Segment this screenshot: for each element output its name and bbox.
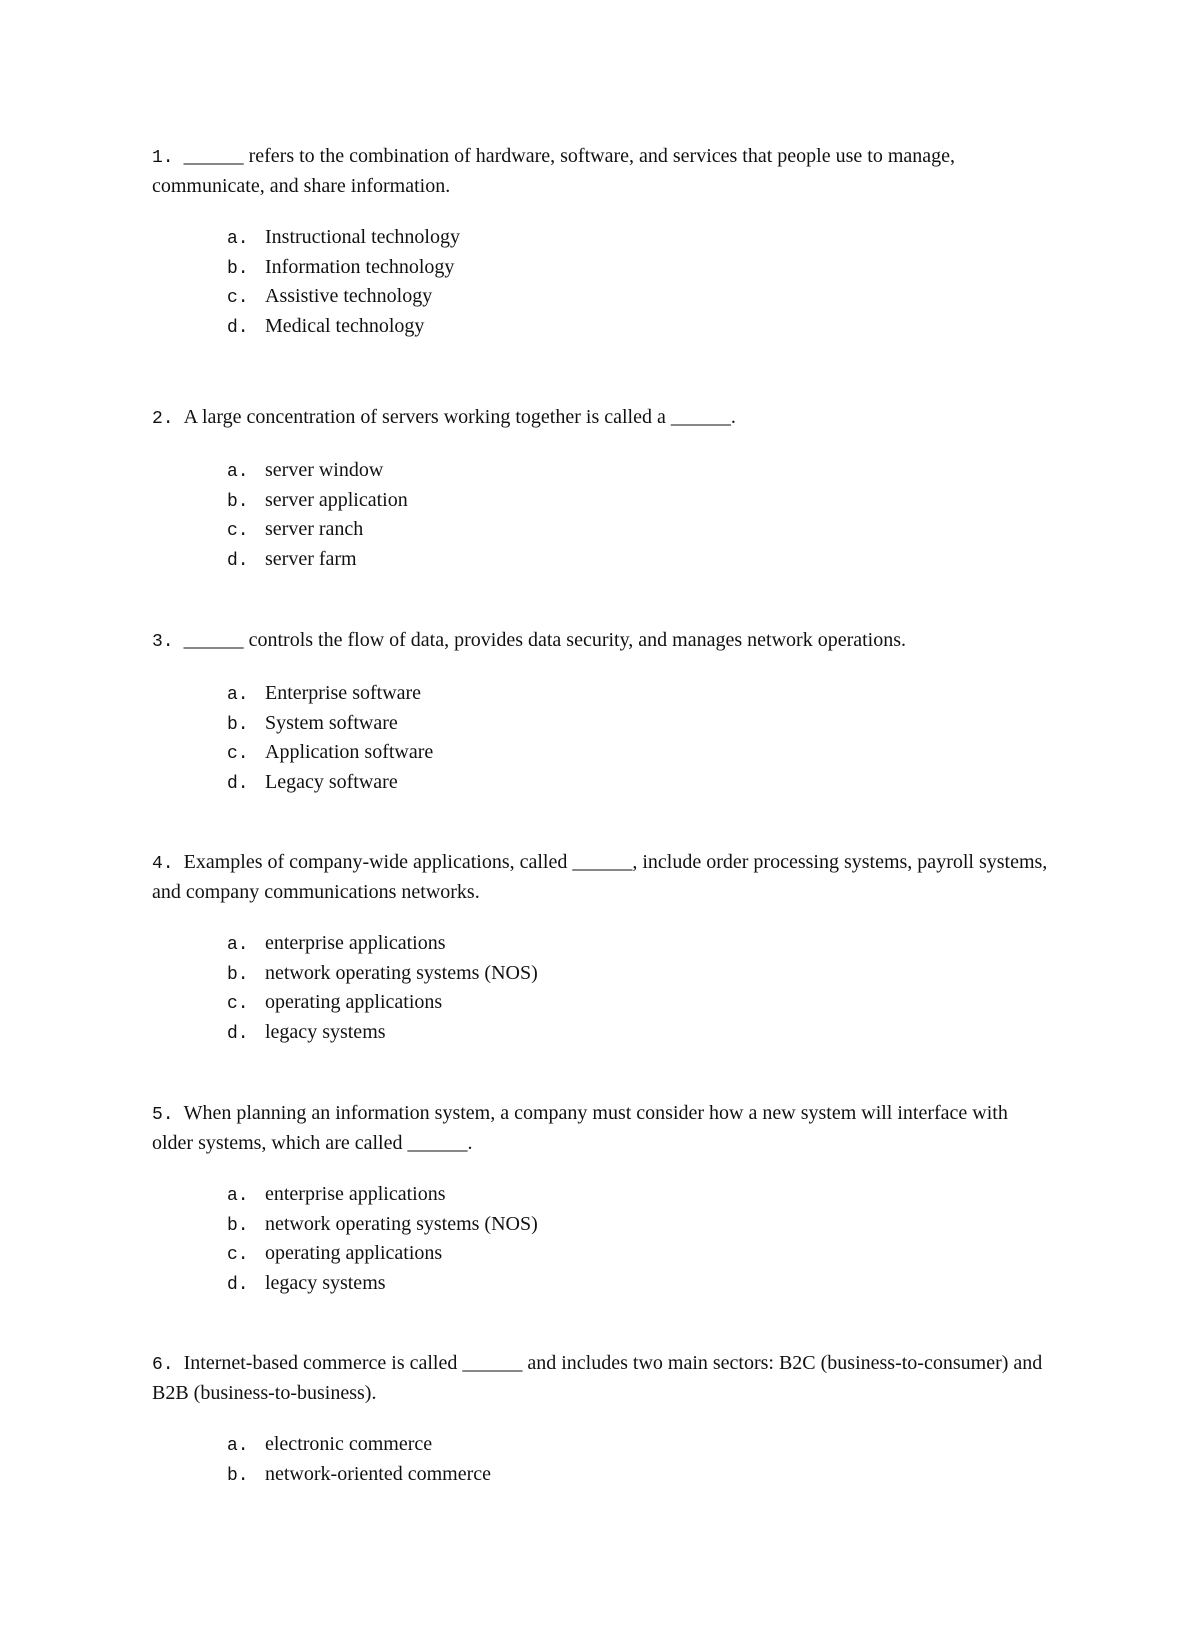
question-text: When planning an information system, a company must consider how a new system will interface with older systems, which are called ______. xyxy=(152,1102,1008,1154)
question-number: 2. xyxy=(152,409,174,429)
question-stem xyxy=(152,626,1052,656)
question-text: Internet-based commerce is called ______ and includes two main sectors: B2C (business-to-consumer) and B2B (business-to-business). xyxy=(152,1352,1043,1404)
answer-option xyxy=(227,546,1052,576)
option-letter: d. xyxy=(227,550,249,571)
option-text: electronic commerce xyxy=(265,1433,433,1455)
answer-option xyxy=(227,1211,1052,1241)
question-text: ______ refers to the combination of hardware, software, and services that people use to manage, communicate, and share information. xyxy=(152,145,956,197)
option-letter: b. xyxy=(227,1215,249,1236)
answer-options xyxy=(227,930,1052,1048)
answer-option xyxy=(227,1461,1052,1491)
answer-options xyxy=(227,680,1052,798)
option-letter: a. xyxy=(227,1436,249,1456)
answer-options xyxy=(227,224,1052,342)
option-text: Assistive technology xyxy=(265,285,433,307)
answer-option xyxy=(227,1181,1052,1211)
option-letter: a. xyxy=(227,935,249,955)
option-text: Enterprise software xyxy=(265,682,422,704)
option-letter: c. xyxy=(227,744,249,764)
option-text: Information technology xyxy=(265,255,455,278)
option-letter: d. xyxy=(227,773,249,794)
option-text: Medical technology xyxy=(265,314,425,337)
answer-option xyxy=(227,1019,1052,1049)
question-3 xyxy=(152,626,1052,798)
answer-option xyxy=(227,457,1052,487)
option-text: Instructional technology xyxy=(265,226,460,248)
answer-option xyxy=(227,313,1052,343)
answer-option xyxy=(227,283,1052,313)
option-text: legacy systems xyxy=(265,1020,386,1043)
answer-option xyxy=(227,516,1052,546)
question-number: 5. xyxy=(152,1105,174,1125)
question-2 xyxy=(152,403,1052,575)
option-text: server application xyxy=(265,488,408,511)
answer-option xyxy=(227,960,1052,990)
option-letter: b. xyxy=(227,964,249,985)
question-text: Examples of company-wide applications, called ______, include order processing systems, payroll systems, and company communications networks. xyxy=(152,851,1048,903)
option-text: network operating systems (NOS) xyxy=(265,961,538,984)
option-letter: b. xyxy=(227,714,249,735)
question-number: 4. xyxy=(152,854,174,874)
question-5 xyxy=(152,1099,1052,1299)
option-text: network operating systems (NOS) xyxy=(265,1212,538,1235)
option-letter: c. xyxy=(227,1245,249,1265)
question-stem xyxy=(152,1099,1052,1157)
question-stem xyxy=(152,848,1052,906)
answer-option xyxy=(227,739,1052,769)
question-number: 1. xyxy=(152,148,174,168)
answer-options xyxy=(227,457,1052,575)
answer-option xyxy=(227,224,1052,254)
option-text: legacy systems xyxy=(265,1271,386,1294)
answer-option xyxy=(227,1270,1052,1300)
question-stem xyxy=(152,1349,1052,1407)
answer-option xyxy=(227,710,1052,740)
option-letter: b. xyxy=(227,491,249,512)
option-text: server farm xyxy=(265,547,357,570)
question-6 xyxy=(152,1349,1052,1490)
option-letter: a. xyxy=(227,462,249,482)
question-number: 6. xyxy=(152,1355,174,1375)
option-letter: d. xyxy=(227,317,249,338)
option-letter: a. xyxy=(227,229,249,249)
answer-option xyxy=(227,254,1052,284)
option-text: enterprise applications xyxy=(265,932,446,954)
answer-options xyxy=(227,1181,1052,1299)
option-text: Application software xyxy=(265,741,434,763)
option-letter: a. xyxy=(227,1186,249,1206)
option-text: Legacy software xyxy=(265,770,398,793)
question-text: A large concentration of servers working together is called a ______. xyxy=(183,406,736,428)
answer-option xyxy=(227,930,1052,960)
answer-option xyxy=(227,989,1052,1019)
option-text: System software xyxy=(265,711,398,734)
option-text: network-oriented commerce xyxy=(265,1462,492,1485)
option-text: enterprise applications xyxy=(265,1183,446,1205)
option-text: server window xyxy=(265,459,384,481)
option-letter: b. xyxy=(227,1465,249,1486)
question-1 xyxy=(152,142,1052,342)
answer-option xyxy=(227,1431,1052,1461)
question-4 xyxy=(152,848,1052,1048)
option-text: operating applications xyxy=(265,1242,443,1264)
option-text: operating applications xyxy=(265,991,443,1013)
option-letter: c. xyxy=(227,994,249,1014)
answer-option xyxy=(227,487,1052,517)
option-letter: c. xyxy=(227,521,249,541)
option-letter: d. xyxy=(227,1274,249,1295)
question-text: ______ controls the flow of data, provides data security, and manages network operations. xyxy=(183,629,907,651)
option-letter: b. xyxy=(227,258,249,279)
option-text: server ranch xyxy=(265,518,364,540)
option-letter: d. xyxy=(227,1023,249,1044)
answer-options xyxy=(227,1431,1052,1490)
option-letter: c. xyxy=(227,288,249,308)
question-stem xyxy=(152,142,1052,200)
answer-option xyxy=(227,1240,1052,1270)
answer-option xyxy=(227,769,1052,799)
option-letter: a. xyxy=(227,685,249,705)
question-number: 3. xyxy=(152,632,174,652)
answer-option xyxy=(227,680,1052,710)
question-stem xyxy=(152,403,1052,433)
